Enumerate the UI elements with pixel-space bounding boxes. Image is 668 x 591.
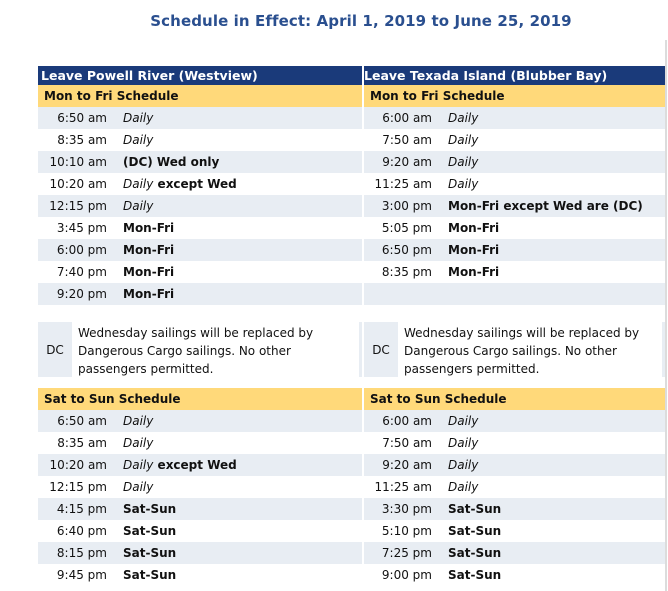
weekday-section-title: Mon to Fri Schedule xyxy=(364,85,665,107)
departure-time: 8:35 pm xyxy=(381,265,432,279)
schedule-row xyxy=(364,217,665,239)
weekday-rows xyxy=(38,107,362,305)
days-daily: Daily xyxy=(123,111,154,125)
days-daily: Daily xyxy=(123,199,154,213)
sailing-days xyxy=(107,454,362,476)
days-detail: Sat-Sun xyxy=(448,524,502,538)
departure-time xyxy=(364,283,432,305)
sailing-days xyxy=(432,151,665,173)
departure-time: 4:15 pm xyxy=(56,502,107,516)
sailing-days xyxy=(107,195,362,217)
days-detail: Mon-Fri xyxy=(448,265,500,279)
departure-time: 9:45 pm xyxy=(56,568,107,582)
departure-time: 6:50 pm xyxy=(381,243,432,257)
sailing-days xyxy=(107,107,362,129)
days-daily: Daily xyxy=(448,177,479,191)
departure-time: 3:45 pm xyxy=(56,221,107,235)
weekend-rows xyxy=(38,410,362,586)
departure-time: 5:05 pm xyxy=(381,221,432,235)
departure-time: 10:20 am xyxy=(49,458,107,472)
days-daily: Daily xyxy=(448,133,479,147)
sailing-days xyxy=(432,410,665,432)
sailing-days xyxy=(107,173,362,195)
sailing-days xyxy=(432,432,665,454)
days-detail: Sat-Sun xyxy=(123,524,177,538)
schedule-row xyxy=(364,173,665,195)
departure-time: 7:50 am xyxy=(382,133,432,147)
departure-time: 9:20 am xyxy=(382,458,432,472)
departure-time: 3:30 pm xyxy=(381,502,432,516)
days-daily: Daily xyxy=(448,480,479,494)
days-daily: Daily xyxy=(448,436,479,450)
days-detail: Mon-Fri except Wed are (DC) xyxy=(448,199,643,213)
schedule-row xyxy=(38,542,362,564)
weekday-section-title: Mon to Fri Schedule xyxy=(38,85,362,107)
days-detail: Sat-Sun xyxy=(123,546,177,560)
sailing-days xyxy=(107,520,362,542)
sailing-days xyxy=(432,542,665,564)
sailing-days xyxy=(107,410,362,432)
sailing-days xyxy=(107,151,362,173)
departure-time: 6:40 pm xyxy=(56,524,107,538)
page-title: Schedule in Effect: April 1, 2019 to June 25, 2019 xyxy=(150,12,572,30)
days-daily: Daily xyxy=(448,458,479,472)
sailing-days xyxy=(107,283,362,305)
departure-time: 7:40 pm xyxy=(56,265,107,279)
dc-note xyxy=(364,322,665,377)
days-detail: Mon-Fri xyxy=(123,265,175,279)
schedule-row xyxy=(364,283,665,305)
schedule-row xyxy=(364,520,665,542)
schedule-row xyxy=(38,261,362,283)
schedule-row xyxy=(38,564,362,586)
departure-time: 9:20 pm xyxy=(56,287,107,301)
schedule-row xyxy=(38,151,362,173)
departure-time: 11:25 am xyxy=(374,480,432,494)
sailing-days xyxy=(432,520,665,542)
departure-time: 5:10 pm xyxy=(381,524,432,538)
schedule-row xyxy=(38,476,362,498)
sailing-days xyxy=(432,476,665,498)
days-detail: Sat-Sun xyxy=(448,568,502,582)
days-detail: Sat-Sun xyxy=(123,568,177,582)
departure-time: 3:00 pm xyxy=(381,199,432,213)
days-daily: Daily xyxy=(448,111,479,125)
days-detail: Mon-Fri xyxy=(123,221,175,235)
schedule-row xyxy=(38,107,362,129)
schedule-row xyxy=(38,129,362,151)
days-daily: Daily xyxy=(448,155,479,169)
frame-border xyxy=(665,40,667,591)
schedule-row xyxy=(364,239,665,261)
departure-time: 6:00 am xyxy=(382,414,432,428)
departure-time: 8:35 am xyxy=(57,133,107,147)
departure-time: 10:20 am xyxy=(49,177,107,191)
sailing-days xyxy=(432,239,665,261)
departure-time: 6:00 pm xyxy=(56,243,107,257)
sailing-days xyxy=(107,217,362,239)
sailing-days xyxy=(432,129,665,151)
departure-time: 12:15 pm xyxy=(49,199,107,213)
days-daily: Daily xyxy=(448,414,479,428)
sailing-days xyxy=(107,564,362,586)
weekday-rows xyxy=(364,107,665,305)
schedule-row xyxy=(364,410,665,432)
schedule-row xyxy=(364,498,665,520)
schedule-row xyxy=(364,542,665,564)
departure-time: 11:25 am xyxy=(374,177,432,191)
departure-time: 9:00 pm xyxy=(381,568,432,582)
days-detail: Sat-Sun xyxy=(123,502,177,516)
schedule-row xyxy=(364,195,665,217)
sailing-days xyxy=(432,195,665,217)
weekend-section-title: Sat to Sun Schedule xyxy=(364,388,665,410)
days-detail: except Wed xyxy=(153,177,237,191)
days-detail: Sat-Sun xyxy=(448,502,502,516)
note-text: Wednesday sailings will be replaced by Dangerous Cargo sailings. No other passengers permitted. xyxy=(399,322,662,377)
days-detail: Mon-Fri xyxy=(123,287,175,301)
schedule-row xyxy=(364,151,665,173)
days-detail: except Wed xyxy=(153,458,237,472)
schedule-row xyxy=(364,129,665,151)
westview-schedule xyxy=(38,66,362,586)
schedule-row xyxy=(364,476,665,498)
schedule-row xyxy=(38,520,362,542)
schedule-row xyxy=(364,107,665,129)
blubber-bay-header: Leave Texada Island (Blubber Bay) xyxy=(364,66,665,85)
sailing-days xyxy=(432,107,665,129)
days-detail: Mon-Fri xyxy=(448,221,500,235)
departure-time: 10:10 am xyxy=(49,155,107,169)
departure-time: 7:50 am xyxy=(382,436,432,450)
sailing-days xyxy=(432,498,665,520)
sailing-days xyxy=(432,261,665,283)
days-detail: Mon-Fri xyxy=(448,243,500,257)
sailing-days xyxy=(432,454,665,476)
departure-time: 8:15 pm xyxy=(56,546,107,560)
sailing-days xyxy=(432,564,665,586)
note-code: DC xyxy=(38,322,73,377)
sailing-days xyxy=(107,498,362,520)
schedule-row xyxy=(364,454,665,476)
departure-time: 6:00 am xyxy=(382,111,432,125)
schedule-row xyxy=(364,564,665,586)
weekend-section-title: Sat to Sun Schedule xyxy=(38,388,362,410)
sailing-days xyxy=(107,476,362,498)
departure-time: 9:20 am xyxy=(382,155,432,169)
days-detail: (DC) Wed only xyxy=(123,155,220,169)
sailing-days xyxy=(107,432,362,454)
departure-time: 6:50 am xyxy=(57,111,107,125)
days-daily: Daily xyxy=(123,414,154,428)
days-daily: Daily xyxy=(123,177,154,191)
departure-time: 8:35 am xyxy=(57,436,107,450)
departure-time: 7:25 pm xyxy=(381,546,432,560)
schedule-row xyxy=(38,454,362,476)
note-text: Wednesday sailings will be replaced by Dangerous Cargo sailings. No other passengers permitted. xyxy=(73,322,359,377)
sailing-days xyxy=(432,283,665,305)
schedule-row xyxy=(364,261,665,283)
schedule-row xyxy=(38,173,362,195)
sailing-days xyxy=(107,542,362,564)
departure-time: 12:15 pm xyxy=(49,480,107,494)
westview-header: Leave Powell River (Westview) xyxy=(38,66,362,85)
departure-time: 6:50 am xyxy=(57,414,107,428)
schedule-row xyxy=(38,283,362,305)
schedule-row xyxy=(38,195,362,217)
sailing-days xyxy=(432,173,665,195)
days-daily: Daily xyxy=(123,133,154,147)
days-detail: Sat-Sun xyxy=(448,546,502,560)
dc-note xyxy=(38,322,362,377)
schedule-row xyxy=(38,239,362,261)
days-daily: Daily xyxy=(123,480,154,494)
sailing-days xyxy=(107,129,362,151)
schedule-row xyxy=(38,498,362,520)
schedule-row xyxy=(38,432,362,454)
weekend-rows xyxy=(364,410,665,586)
note-code: DC xyxy=(364,322,399,377)
schedule-row xyxy=(38,410,362,432)
sailing-days xyxy=(107,239,362,261)
sailing-days xyxy=(107,261,362,283)
schedule-row xyxy=(38,217,362,239)
days-daily: Daily xyxy=(123,436,154,450)
days-detail: Mon-Fri xyxy=(123,243,175,257)
blubber-bay-schedule xyxy=(364,66,665,586)
schedule-row xyxy=(364,432,665,454)
sailing-days xyxy=(432,217,665,239)
days-daily: Daily xyxy=(123,458,154,472)
